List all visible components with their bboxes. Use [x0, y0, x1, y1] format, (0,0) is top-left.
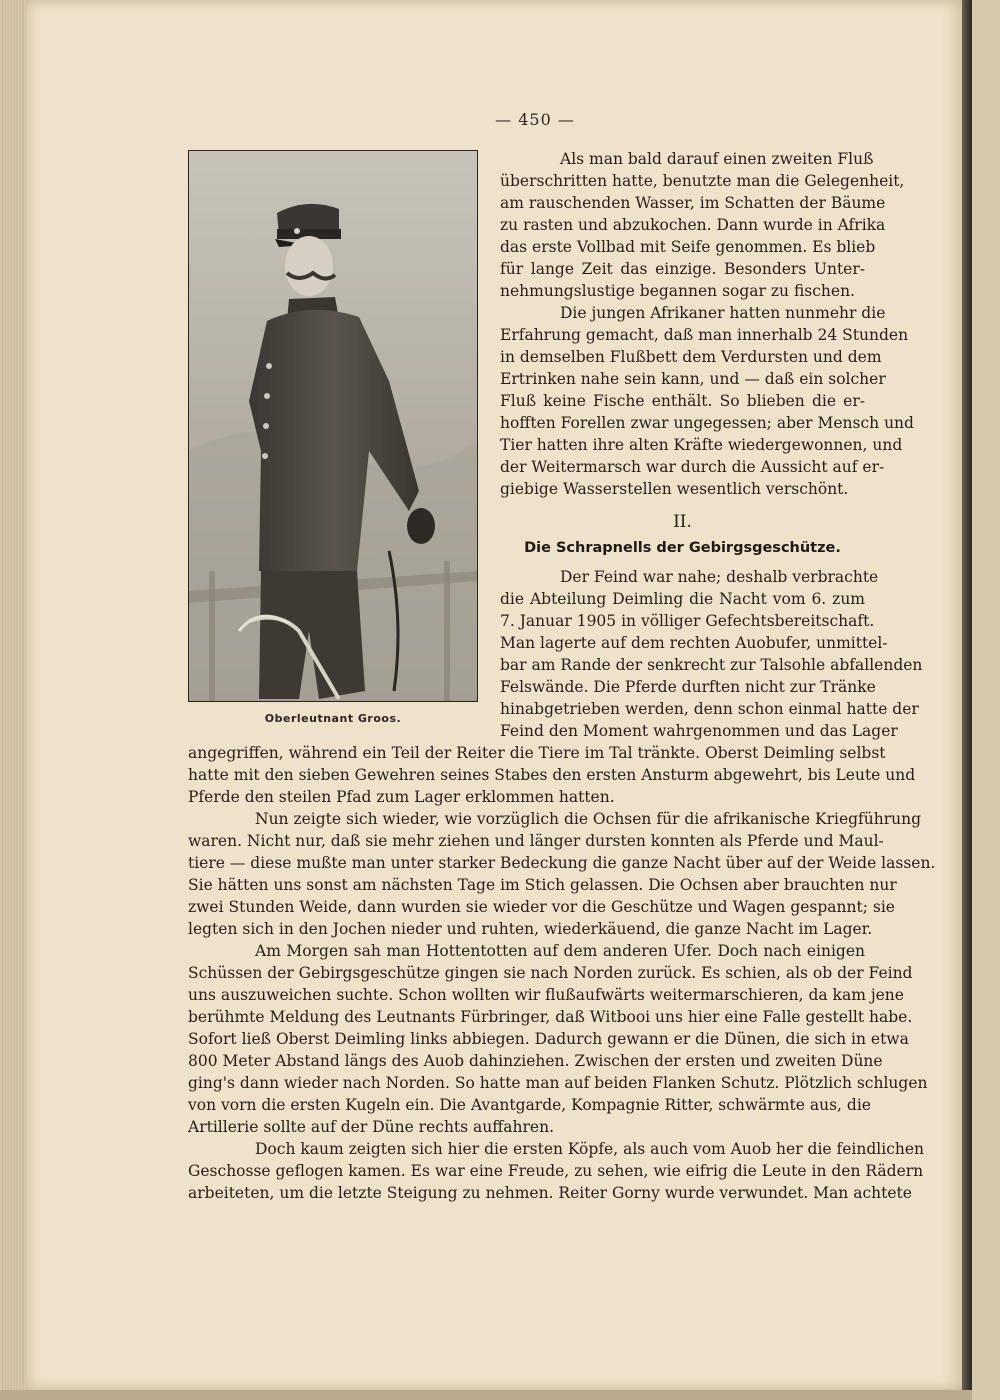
- text-line: arbeiteten, um die letzte Steigung zu nehmen. Reiter Gorny wurde verwundet. Man achtete: [188, 1184, 912, 1202]
- text-line: 7. Januar 1905 in völliger Gefechtsbereitschaft.: [500, 612, 875, 630]
- text-line: hinabgetrieben werden, denn schon einmal hatte der: [500, 700, 919, 718]
- text-line: zwei Stunden Weide, dann wurden sie wieder vor die Geschütze und Wagen gespannt; sie: [188, 898, 895, 916]
- text-line: uns auszuweichen suchte. Schon wollten wir flußaufwärts weitermarschieren, da kam jene: [188, 986, 904, 1004]
- text-line: giebige Wasserstellen wesentlich verschönt.: [500, 480, 849, 498]
- text-line: in demselben Flußbett dem Verdursten und dem: [500, 348, 882, 366]
- text-line: der Weitermarsch war durch die Aussicht auf er-: [500, 458, 885, 476]
- page-edges: [0, 0, 26, 1400]
- text-line: Nun zeigte sich wieder, wie vorzüglich die Ochsen für die afrikanische Kriegführung: [255, 810, 922, 828]
- text-line: angegriffen, während ein Teil der Reiter die Tiere im Tal tränkte. Oberst Deimling selbst: [188, 744, 886, 762]
- text-line: Pferde den steilen Pfad zum Lager erklommen hatten.: [188, 788, 615, 806]
- text-line: Ertrinken nahe sein kann, und — daß ein solcher: [500, 370, 886, 388]
- page-number: — 450 —: [495, 110, 575, 129]
- book-gutter: [962, 0, 972, 1400]
- section-numeral: II.: [673, 512, 692, 532]
- text-line: Tier hatten ihre alten Kräfte wiedergewonnen, und: [500, 436, 903, 454]
- text-line: zu rasten und abzukochen. Dann wurde in Afrika: [500, 216, 886, 234]
- text-line: ging's dann wieder nach Norden. So hatte man auf beiden Flanken Schutz. Plötzlich schlugen: [188, 1074, 928, 1092]
- text-line: hofften Forellen zwar ungegessen; aber Mensch und: [500, 414, 914, 432]
- text-line: bar am Rande der senkrecht zur Talsohle abfallenden: [500, 656, 923, 674]
- text-line: hatte mit den sieben Gewehren seines Stabes den ersten Ansturm abgewehrt, bis Leute und: [188, 766, 916, 784]
- officer-portrait-image: [189, 151, 477, 701]
- text-line: am rauschenden Wasser, im Schatten der Bäume: [500, 194, 886, 212]
- text-line: von vorn die ersten Kugeln ein. Die Avantgarde, Kompagnie Ritter, schwärmte aus, die: [188, 1096, 871, 1114]
- text-line: Artillerie sollte auf der Düne rechts auffahren.: [188, 1118, 554, 1136]
- text-line: Geschosse geflogen kamen. Es war eine Freude, zu sehen, wie eifrig die Leute in den Rädern: [188, 1162, 924, 1180]
- text-line: Felswände. Die Pferde durften nicht zur Tränke: [500, 678, 876, 696]
- text-line: Doch kaum zeigten sich hier die ersten Köpfe, als auch vom Auob her die feindlichen: [255, 1140, 925, 1158]
- text-line: nehmungslustige begannen sogar zu fischen.: [500, 282, 855, 300]
- section-title: Die Schrapnells der Gebirgsgeschütze.: [524, 540, 841, 556]
- portrait-photograph: [188, 150, 478, 702]
- text-line: Fluß keine Fische enthält. So blieben die er-: [500, 392, 865, 410]
- text-line: tiere — diese mußte man unter starker Bedeckung die ganze Nacht über auf der Weide lassen.: [188, 854, 936, 872]
- text-line: legten sich in den Jochen nieder und ruhten, wiederkäuend, die ganze Nacht im Lager.: [188, 920, 873, 938]
- text-line: für lange Zeit das einzige. Besonders Unter-: [500, 260, 865, 278]
- text-line: Feind den Moment wahrgenommen und das Lager: [500, 722, 898, 740]
- text-line: Die jungen Afrikaner hatten nunmehr die: [560, 304, 886, 322]
- text-line: das erste Vollbad mit Seife genommen. Es blieb: [500, 238, 876, 256]
- text-line: 800 Meter Abstand längs des Auob dahinziehen. Zwischen der ersten und zweiten Düne: [188, 1052, 883, 1070]
- text-line: Sofort ließ Oberst Deimling links abbiegen. Dadurch gewann er die Dünen, die sich in etwa: [188, 1030, 909, 1048]
- text-line: die Abteilung Deimling die Nacht vom 6. zum: [500, 590, 865, 608]
- text-line: waren. Nicht nur, daß sie mehr ziehen und länger dursten konnten als Pferde und Maul-: [188, 832, 884, 850]
- page-bottom-edge: [0, 1390, 972, 1400]
- figure-caption: Oberleutnant Groos.: [264, 712, 402, 725]
- text-line: Sie hätten uns sonst am nächsten Tage im Stich gelassen. Die Ochsen aber brauchten nur: [188, 876, 897, 894]
- text-line: Schüssen der Gebirgsgeschütze gingen sie nach Norden zurück. Es schien, als ob der Feind: [188, 964, 913, 982]
- text-line: Erfahrung gemacht, daß man innerhalb 24 Stunden: [500, 326, 909, 344]
- text-line: berühmte Meldung des Leutnants Fürbringer, daß Witbooi uns hier eine Falle gestellt habe.: [188, 1008, 913, 1026]
- text-line: Als man bald darauf einen zweiten Fluß: [560, 150, 874, 168]
- text-line: Am Morgen sah man Hottentotten auf dem anderen Ufer. Doch nach einigen: [255, 942, 865, 960]
- text-line: Der Feind war nahe; deshalb verbrachte: [560, 568, 879, 586]
- text-line: Man lagerte auf dem rechten Auobufer, unmittel-: [500, 634, 888, 652]
- text-line: überschritten hatte, benutzte man die Gelegenheit,: [500, 172, 905, 190]
- adjacent-page-edge: [972, 0, 1000, 1400]
